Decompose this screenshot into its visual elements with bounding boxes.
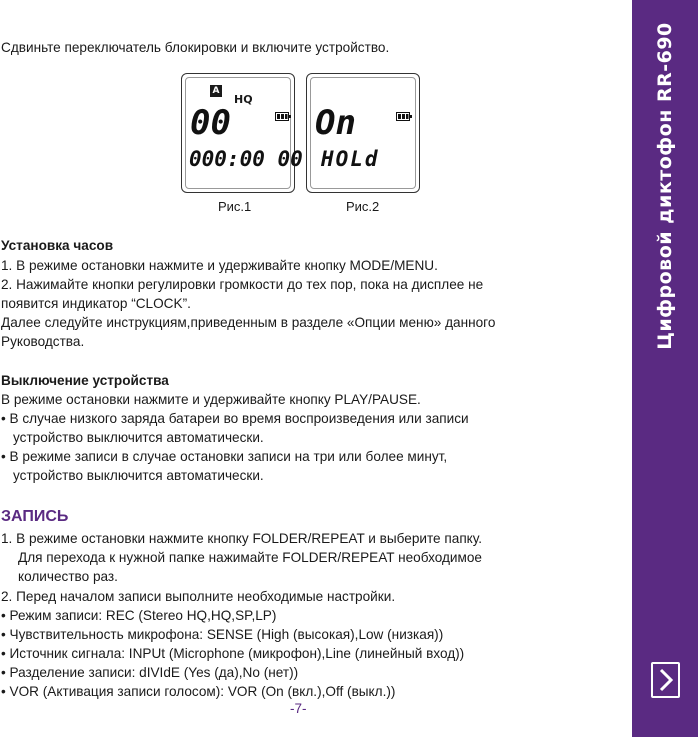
- poweroff-line: В режиме остановки нажмите и удерживайте кнопку PLAY/PAUSE.: [1, 392, 421, 407]
- record-bullet: • Разделение записи: dIVIdE (Yes (да),No (нет)): [1, 665, 299, 680]
- lcd-big-digits: On: [315, 103, 356, 143]
- lcd-badge: A: [210, 85, 222, 97]
- lcd-big-digits: 00: [190, 103, 231, 143]
- record-bullet: • VOR (Активация записи голосом): VOR (On (вкл.),Off (выкл.)): [1, 684, 396, 699]
- clock-line: 2. Нажимайте кнопки регулировки громкости до тех пор, пока на дисплее не: [1, 277, 484, 292]
- figure-1-caption: Рис.1: [218, 199, 252, 214]
- battery-icon: [396, 112, 412, 121]
- clock-line: Далее следуйте инструкциям,приведенным в разделе «Опции меню» данного: [1, 315, 496, 330]
- clock-heading: Установка часов: [1, 238, 114, 253]
- lcd-figure-1: [181, 73, 303, 193]
- record-bullet: • Источник сигнала: INPUt (Microphone (микрофон),Line (линейный вход)): [1, 646, 465, 661]
- chevron-right-icon: [658, 667, 674, 693]
- record-step1-cont: количество раз.: [18, 569, 118, 584]
- record-step2: 2. Перед началом записи выполните необходимые настройки.: [1, 589, 396, 604]
- poweroff-bullet-cont: устройство выключится автоматически.: [13, 468, 264, 483]
- lcd-figure-2: [306, 73, 420, 193]
- lcd-time: 000:00 00: [189, 147, 303, 171]
- clock-line: появится индикатор “CLOCK”.: [1, 296, 191, 311]
- battery-icon: [275, 112, 291, 121]
- next-page-button[interactable]: [651, 662, 680, 698]
- clock-line: 1. В режиме остановки нажмите и удерживайте кнопку MODE/MENU.: [1, 258, 438, 273]
- record-bullet: • Чувствительность микрофона: SENSE (High (высокая),Low (низкая)): [1, 627, 444, 642]
- sidebar-title: Цифровой диктофон RR-690: [654, 22, 676, 350]
- poweroff-bullet-cont: устройство выключится автоматически.: [13, 430, 264, 445]
- figure-2-caption: Рис.2: [346, 199, 380, 214]
- poweroff-bullet: • В режиме записи в случае остановки записи на три или более минут,: [1, 449, 448, 464]
- record-step1-cont: Для перехода к нужной папке нажимайте FOLDER/REPEAT необходимое: [18, 550, 482, 565]
- poweroff-heading: Выключение устройства: [1, 373, 169, 388]
- record-heading: ЗАПИСЬ: [1, 508, 69, 525]
- lcd-hold-text: HOLd: [321, 147, 380, 171]
- poweroff-bullet: • В случае низкого заряда батареи во время воспроизведения или записи: [1, 411, 469, 426]
- page-number: -7-: [290, 701, 307, 716]
- intro-text: Сдвиньте переключатель блокировки и включите устройство.: [1, 40, 390, 55]
- record-bullet: • Режим записи: REC (Stereo HQ,HQ,SP,LP): [1, 608, 277, 623]
- lcd-mode: HQ: [234, 93, 253, 106]
- record-step1: 1. В режиме остановки нажмите кнопку FOLDER/REPEAT и выберите папку.: [1, 531, 482, 546]
- clock-line: Руководства.: [1, 334, 85, 349]
